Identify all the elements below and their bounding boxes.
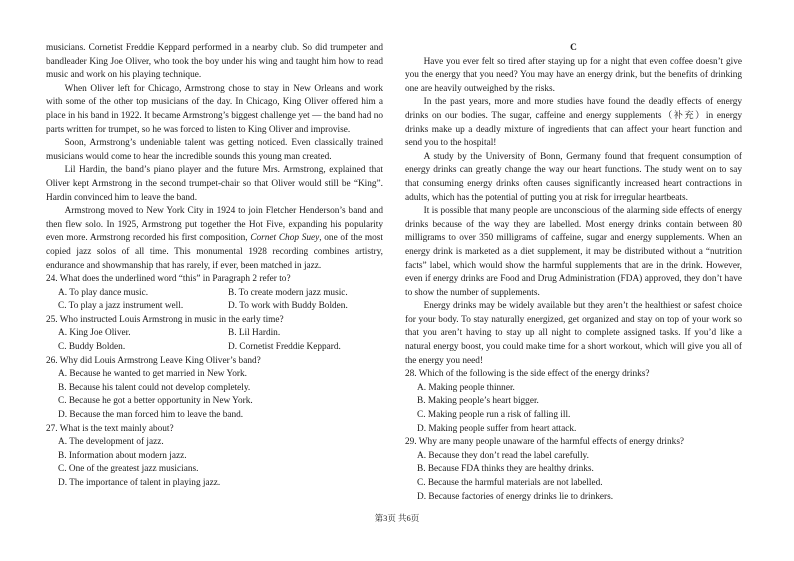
option-d: D. Because the man forced him to leave the band. — [58, 410, 244, 421]
option-b: B. Because FDA thinks they are healthy drinks. — [417, 464, 594, 475]
option-a: A. Because they don’t read the label carefully. — [417, 450, 589, 461]
option-b: B. Lil Hardin. — [228, 328, 281, 339]
options — [46, 436, 383, 490]
option-a: A. Because he wanted to get married in New York. — [58, 369, 247, 380]
options — [46, 368, 383, 422]
passage-heading: C — [570, 43, 577, 53]
passage-paragraph: Have you ever felt so tired after staying up for a night that even coffee doesn’t give you the energy that you need? You may have an energy drink, but the benefits of drinking one are heavily outweighed by the risks. — [405, 56, 742, 94]
right-column — [405, 42, 742, 504]
passage-paragraph — [46, 205, 383, 273]
options — [405, 450, 742, 504]
question-stem: 27. What is the text mainly about? — [46, 423, 174, 434]
option-d: D. Because factories of energy drinks lie to drinkers. — [417, 491, 614, 502]
passage-paragraph: It is possible that many people are unconscious of the alarming side effects of energy drinks because of the way they are labelled. Most energy drinks contain between 80 milligrams to over 350 milligrams of caffeine, sugar and energy supplements. When an energy drink is marketed as a diet supplement, it may be distributed without a “nutrition facts” label, which would show the harmful supplements that are in the drink. However, even if energy drinks are Food and Drug Administration (FDA) approved, they don’t have to show the number of supplements. — [405, 206, 742, 298]
passage-paragraph: When Oliver left for Chicago, Armstrong chose to stay in New Orleans and work with some of the other top musicians of the day. In Chicago, King Oliver offered him a place in his band in 1922. It became Armstrong’s biggest challenge yet — the band had no parts written for trumpet, so he was forced to listen to King Oliver and improvise. — [46, 83, 383, 135]
question-29 — [405, 436, 742, 504]
song-title: Cornet Chop Suey — [250, 233, 320, 244]
passage-paragraph: Lil Hardin, the band’s piano player and the future Mrs. Armstrong, explained that Oliver kept Armstrong in the second trumpet-chair so that Oliver would still be “King”. Hardin convinced him to leave the band. — [46, 165, 383, 203]
option-d: D. Making people suffer from heart attack. — [417, 423, 577, 434]
options — [46, 287, 383, 314]
option-a: A. The development of jazz. — [58, 437, 164, 448]
left-column — [46, 42, 383, 491]
option-c: C. Because he got a better opportunity in New York. — [58, 396, 253, 407]
passage-paragraph: musicians. Cornetist Freddie Keppard performed in a nearby club. So did trumpeter and bandleader King Joe Oliver, who took the boy under his wing and taught him how to read music and work on his playing technique. — [46, 43, 383, 81]
paragraph-text: Armstrong moved to New York City in 1924 to join Fletcher Henderson’s band and then flew solo. In 1925, Armstrong put together the Hot Five, expanding his popularity even more. Armstrong recorded his first composition, — [46, 206, 383, 244]
question-26 — [46, 355, 383, 423]
passage-paragraph: Energy drinks may be widely available but they aren’t the healthiest or safest choice for your body. To stay naturally energized, get organized and stay on top of your work so that you aren’t having to stay up all night to complete assigned tasks. If you’d like a natural energy boost, you could make time for a short workout, which will give you all of the energy you need! — [405, 301, 742, 366]
option-a: A. Making people thinner. — [417, 382, 515, 393]
option-b: B. To create modern jazz music. — [228, 287, 348, 298]
paragraph-text: , one of the most copied jazz solos of all time. This monumental 1928 recording combines artistry, endurance and showmanship that has rarely, if ever, been matched in jazz. — [46, 233, 383, 271]
option-a: A. To play dance music. — [58, 287, 149, 298]
option-a: A. King Joe Oliver. — [58, 328, 131, 339]
question-stem: 24. What does the underlined word “this” in Paragraph 2 refer to? — [46, 274, 291, 285]
passage-paragraph: In the past years, more and more studies have found the deadly effects of energy drinks on our bodies. The sugar, caffeine and energy supplements（补充）in energy drinks make up a deadly mixture of ingredients that can affect your heart function and send you to the hospital! — [405, 97, 742, 149]
option-b: B. Information about modern jazz. — [58, 450, 187, 461]
question-25 — [46, 314, 383, 355]
question-stem: 28. Which of the following is the side effect of the energy drinks? — [405, 369, 650, 380]
question-stem: 25. Who instructed Louis Armstrong in music in the early time? — [46, 314, 284, 325]
question-28 — [405, 368, 742, 436]
option-c: C. Making people run a risk of falling ill. — [417, 410, 571, 421]
passage-paragraph: A study by the University of Bonn, Germany found that frequent consumption of energy drinks can greatly change the way our heart functions. The study went on to say that consuming energy drinks often causes significantly increased heart contractions in adults, which has the potential of putting you at risk for irregular heartbeats. — [405, 151, 742, 203]
option-d: D. To work with Buddy Bolden. — [228, 301, 348, 312]
question-27 — [46, 423, 383, 491]
options — [46, 327, 383, 354]
option-d: D. Cornetist Freddie Keppard. — [228, 342, 341, 353]
passage-paragraph: Soon, Armstrong’s undeniable talent was getting noticed. Even classically trained musicians would come to hear the incredible sounds this young man created. — [46, 138, 383, 162]
option-b: B. Because his talent could not develop completely. — [58, 382, 251, 393]
page-footer: 第3页 共6页 — [374, 513, 420, 523]
option-c: C. Because the harmful materials are not labelled. — [417, 478, 603, 488]
question-24 — [46, 273, 383, 314]
option-b: B. Making people’s heart bigger. — [417, 396, 539, 407]
option-c: C. One of the greatest jazz musicians. — [58, 464, 199, 475]
option-c: C. Buddy Bolden. — [58, 342, 126, 353]
question-stem: 26. Why did Louis Armstrong Leave King Oliver’s band? — [46, 355, 261, 366]
options — [405, 382, 742, 436]
option-d: D. The importance of talent in playing jazz. — [58, 478, 221, 488]
option-c: C. To play a jazz instrument well. — [58, 301, 184, 312]
question-stem: 29. Why are many people unaware of the harmful effects of energy drinks? — [405, 437, 685, 448]
